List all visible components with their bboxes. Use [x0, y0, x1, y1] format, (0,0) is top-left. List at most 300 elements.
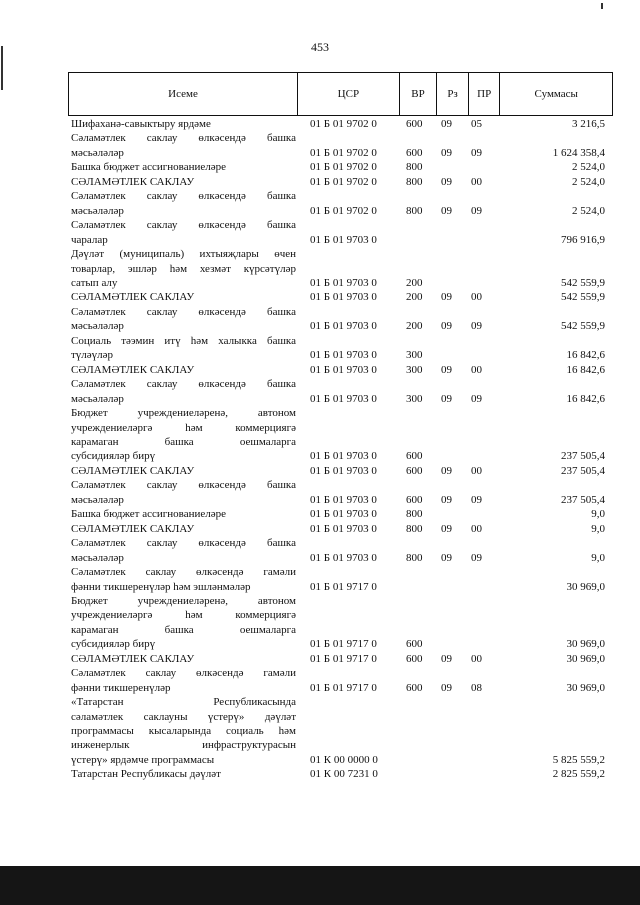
row-csr-text: 01 Б 01 9703 0: [310, 233, 377, 246]
row-name-line: мәсьәләләр: [71, 493, 124, 506]
row-rz-text: 09: [441, 652, 452, 665]
row-rz-text: 09: [441, 551, 452, 564]
row-vr-text: 600: [406, 146, 423, 159]
row-vr: [401, 189, 438, 218]
table-row: [68, 522, 613, 536]
row-name-line: Сәламәтлек саклау өлкәсендә башка: [71, 190, 296, 203]
row-rz: [438, 767, 469, 781]
row-csr: [299, 117, 401, 131]
row-name-line: фәнни тикшеренүләр һәм эшләнмәләр: [71, 580, 251, 593]
row-name-line: СӘЛАМӘТЛЕК САКЛАУ: [71, 652, 195, 665]
row-vr: [401, 160, 438, 174]
row-vr-text: 600: [406, 638, 423, 651]
row-pr: [469, 290, 500, 304]
row-vr: [401, 522, 438, 536]
row-vr-text: 600: [406, 118, 423, 130]
row-pr: [469, 363, 500, 377]
header-vr: ВР: [400, 73, 438, 115]
row-csr: [299, 507, 401, 521]
row-sum-text: 16 842,6: [566, 392, 605, 405]
row-name: [68, 695, 299, 767]
table-row: [68, 175, 613, 189]
row-rz: [438, 290, 469, 304]
row-name-line: фәнни тикшеренүләр: [71, 681, 171, 694]
table-row: [68, 406, 613, 464]
row-pr: [469, 189, 500, 218]
row-sum: [500, 247, 613, 290]
row-name: [68, 565, 299, 594]
row-sum: [500, 507, 613, 521]
budget-table: [68, 72, 613, 782]
row-vr-text: 600: [406, 450, 423, 463]
row-vr: [401, 565, 438, 594]
row-pr: [469, 536, 500, 565]
row-csr-text: 01 Б 01 9702 0: [310, 146, 377, 159]
row-name-line: товарлар, эшләр һәм хезмәт күрсәтүләр: [71, 262, 296, 275]
row-csr-text: 01 Б 01 9703 0: [310, 276, 377, 289]
row-sum-text: 1 624 358,4: [552, 146, 605, 159]
row-pr: [469, 334, 500, 363]
row-pr-text: 09: [471, 493, 482, 506]
row-rz: [438, 666, 469, 695]
table-row: [68, 767, 613, 781]
row-sum: [500, 131, 613, 160]
row-name-line: Татарстан Республикасы дәүләт: [71, 768, 221, 781]
row-sum-text: 2 524,0: [572, 161, 605, 174]
row-sum: [500, 652, 613, 666]
row-csr-text: 01 Б 01 9703 0: [310, 349, 377, 362]
row-vr: [401, 218, 438, 247]
row-name: [68, 666, 299, 695]
row-csr: [299, 131, 401, 160]
row-pr: [469, 305, 500, 334]
row-name: [68, 334, 299, 363]
row-sum: [500, 536, 613, 565]
row-pr: [469, 507, 500, 521]
row-sum: [500, 522, 613, 536]
row-name-line: Сәламәтлек саклау өлкәсендә башка: [71, 537, 296, 550]
row-rz: [438, 464, 469, 478]
row-pr: [469, 478, 500, 507]
row-vr: [401, 131, 438, 160]
row-rz-text: 09: [441, 363, 452, 376]
row-rz: [438, 565, 469, 594]
row-sum-text: 542 559,9: [561, 320, 605, 333]
row-name-line: мәсьәләләр: [71, 146, 124, 159]
row-csr-text: 01 Б 01 9703 0: [310, 450, 377, 463]
row-name: [68, 305, 299, 334]
row-vr-text: 600: [406, 493, 423, 506]
table-row: [68, 594, 613, 652]
row-csr: [299, 334, 401, 363]
table-row: [68, 536, 613, 565]
row-sum: [500, 695, 613, 767]
table-row: [68, 160, 613, 174]
row-rz: [438, 478, 469, 507]
row-name-line: инженерлык инфраструктурасын: [71, 739, 296, 752]
row-vr: [401, 464, 438, 478]
row-rz-text: 09: [441, 522, 452, 535]
scan-mark: [601, 3, 603, 9]
table-row: [68, 695, 613, 767]
row-name-line: Сәламәтлек саклау өлкәсендә башка: [71, 219, 296, 232]
row-csr: [299, 767, 401, 781]
row-pr: [469, 652, 500, 666]
row-csr-text: 01 Б 01 9703 0: [310, 522, 377, 535]
row-csr-text: 01 Б 01 9703 0: [310, 320, 377, 333]
row-vr-text: 200: [406, 320, 423, 333]
row-sum: [500, 363, 613, 377]
row-name-line: субсидияләр бирү: [71, 638, 156, 651]
row-sum: [500, 377, 613, 406]
row-pr-text: 00: [471, 291, 482, 304]
row-rz: [438, 406, 469, 464]
table-row: [68, 247, 613, 290]
row-name: [68, 652, 299, 666]
row-rz: [438, 536, 469, 565]
row-sum: [500, 767, 613, 781]
row-name-line: субсидияләр бирү: [71, 450, 156, 463]
table-row: [68, 363, 613, 377]
row-rz: [438, 117, 469, 131]
row-rz: [438, 507, 469, 521]
row-rz-text: 09: [441, 204, 452, 217]
row-name-line: Бюджет учреждениеләренә, автоном: [71, 407, 296, 420]
row-rz: [438, 695, 469, 767]
row-csr: [299, 175, 401, 189]
table-row: [68, 334, 613, 363]
row-name-line: СӘЛАМӘТЛЕК САКЛАУ: [71, 291, 195, 304]
row-sum: [500, 594, 613, 652]
row-sum: [500, 334, 613, 363]
row-sum-text: 2 524,0: [572, 204, 605, 217]
row-name-line: карамаган башка оешмаларга: [71, 623, 296, 636]
row-rz-text: 09: [441, 146, 452, 159]
row-vr: [401, 117, 438, 131]
table-body: [68, 117, 613, 782]
row-name-line: Шифаханә-савыктыру ярдәме: [71, 118, 211, 130]
row-pr-text: 09: [471, 320, 482, 333]
row-name: [68, 290, 299, 304]
row-vr-text: 600: [406, 464, 423, 477]
row-pr: [469, 247, 500, 290]
row-vr-text: 300: [406, 363, 423, 376]
row-name: [68, 406, 299, 464]
row-csr-text: 01 Б 01 9703 0: [310, 291, 377, 304]
row-pr: [469, 175, 500, 189]
row-csr: [299, 652, 401, 666]
table-row: [68, 117, 613, 131]
row-vr-text: 800: [406, 522, 423, 535]
row-csr-text: 01 Б 01 9717 0: [310, 681, 377, 694]
row-name-line: Башка бюджет ассигнованиеләре: [71, 508, 226, 521]
row-vr-text: 800: [406, 204, 423, 217]
row-name-line: Сәламәтлек саклау өлкәсендә гамәли: [71, 667, 296, 680]
row-sum-text: 237 505,4: [561, 493, 605, 506]
row-csr: [299, 290, 401, 304]
row-rz: [438, 334, 469, 363]
row-vr-text: 200: [406, 276, 423, 289]
row-sum: [500, 290, 613, 304]
row-pr: [469, 406, 500, 464]
row-rz: [438, 218, 469, 247]
row-name-line: СӘЛАМӘТЛЕК САКЛАУ: [71, 464, 195, 477]
row-csr-text: 01 К 00 7231 0: [310, 768, 378, 781]
row-rz: [438, 305, 469, 334]
table-row: [68, 478, 613, 507]
row-csr: [299, 189, 401, 218]
row-csr-text: 01 Б 01 9703 0: [310, 392, 377, 405]
row-sum-text: 16 842,6: [566, 363, 605, 376]
row-csr: [299, 536, 401, 565]
row-name-line: Сәламәтлек саклау өлкәсендә башка: [71, 378, 296, 391]
row-pr-text: 09: [471, 392, 482, 405]
row-csr-text: 01 Б 01 9703 0: [310, 493, 377, 506]
row-sum-text: 30 969,0: [566, 580, 605, 593]
row-sum-text: 542 559,9: [561, 291, 605, 304]
row-name-line: программасы кысаларында социаль һәм: [71, 725, 296, 738]
row-sum-text: 542 559,9: [561, 276, 605, 289]
row-sum-text: 30 969,0: [566, 652, 605, 665]
row-csr: [299, 478, 401, 507]
row-sum: [500, 565, 613, 594]
row-sum: [500, 160, 613, 174]
row-name-line: Бюджет учреждениеләренә, автоном: [71, 594, 296, 607]
row-sum-text: 796 916,9: [561, 233, 605, 246]
row-pr-text: 00: [471, 175, 482, 188]
row-sum-text: 16 842,6: [566, 349, 605, 362]
header-sum: Суммасы: [534, 88, 578, 100]
row-csr-text: 01 Б 01 9702 0: [310, 118, 377, 130]
table-row: [68, 290, 613, 304]
row-pr: [469, 522, 500, 536]
row-pr: [469, 131, 500, 160]
row-name-line: Дәүләт (муниципаль) ихтыяҗлары өчен: [71, 248, 296, 261]
row-name-line: түләүләр: [71, 349, 114, 362]
row-rz: [438, 363, 469, 377]
row-pr-text: 09: [471, 551, 482, 564]
row-name: [68, 189, 299, 218]
row-sum: [500, 464, 613, 478]
row-name-line: Башка бюджет ассигнованиеләре: [71, 161, 226, 174]
row-csr-text: 01 Б 01 9717 0: [310, 580, 377, 593]
row-rz: [438, 175, 469, 189]
row-sum-text: 237 505,4: [561, 464, 605, 477]
row-sum: [500, 406, 613, 464]
row-name-line: учреждениеләргә һәм коммерциягә: [71, 609, 296, 622]
row-name-line: «Татарстан Республикасында: [71, 696, 296, 709]
table-row: [68, 507, 613, 521]
row-csr-text: 01 Б 01 9703 0: [310, 551, 377, 564]
row-name: [68, 536, 299, 565]
row-sum-text: 9,0: [591, 551, 605, 564]
row-name-line: учреждениеләргә һәм коммерциягә: [71, 421, 296, 434]
row-csr-text: 01 Б 01 9703 0: [310, 464, 377, 477]
row-name-line: СӘЛАМӘТЛЕК САКЛАУ: [71, 175, 195, 188]
header-rz: Рз: [437, 73, 469, 115]
row-rz: [438, 247, 469, 290]
row-vr: [401, 334, 438, 363]
row-sum: [500, 218, 613, 247]
row-vr: [401, 695, 438, 767]
row-csr-text: 01 Б 01 9703 0: [310, 363, 377, 376]
row-pr: [469, 666, 500, 695]
row-rz: [438, 377, 469, 406]
row-rz-text: 09: [441, 681, 452, 694]
row-pr: [469, 695, 500, 767]
row-name: [68, 478, 299, 507]
row-rz: [438, 189, 469, 218]
row-name-line: мәсьәләләр: [71, 551, 124, 564]
row-csr: [299, 160, 401, 174]
row-vr-text: 600: [406, 652, 423, 665]
row-name-line: мәсьәләләр: [71, 392, 124, 405]
row-sum-text: 237 505,4: [561, 450, 605, 463]
row-rz: [438, 652, 469, 666]
row-name: [68, 377, 299, 406]
table-row: [68, 652, 613, 666]
row-csr: [299, 305, 401, 334]
row-sum-text: 2 524,0: [572, 175, 605, 188]
row-name: [68, 464, 299, 478]
row-sum: [500, 666, 613, 695]
row-name-line: сатып алу: [71, 276, 118, 289]
row-pr-text: 00: [471, 652, 482, 665]
row-name: [68, 594, 299, 652]
table-row: [68, 131, 613, 160]
row-name-line: Сәламәтлек саклау өлкәсендә башка: [71, 132, 296, 145]
row-sum: [500, 478, 613, 507]
row-vr-text: 800: [406, 551, 423, 564]
row-csr-text: 01 Б 01 9702 0: [310, 161, 377, 174]
row-rz-text: 09: [441, 493, 452, 506]
row-name-line: Сәламәтлек саклау өлкәсендә гамәли: [71, 566, 296, 579]
row-name: [68, 175, 299, 189]
row-rz-text: 09: [441, 320, 452, 333]
row-pr: [469, 117, 500, 131]
table-row: [68, 305, 613, 334]
row-rz: [438, 594, 469, 652]
row-vr-text: 300: [406, 392, 423, 405]
row-pr: [469, 160, 500, 174]
row-vr: [401, 536, 438, 565]
row-vr: [401, 363, 438, 377]
row-name: [68, 131, 299, 160]
row-vr: [401, 666, 438, 695]
row-name: [68, 218, 299, 247]
row-csr: [299, 695, 401, 767]
row-name: [68, 247, 299, 290]
row-pr-text: 05: [471, 118, 482, 130]
row-vr: [401, 594, 438, 652]
row-pr: [469, 594, 500, 652]
row-pr: [469, 377, 500, 406]
row-csr-text: 01 Б 01 9702 0: [310, 175, 377, 188]
row-vr: [401, 377, 438, 406]
row-name-line: сәламәтлек саклауны үстерү» дәүләт: [71, 710, 296, 723]
table-row: [68, 218, 613, 247]
row-sum: [500, 117, 613, 131]
row-vr-text: 800: [406, 161, 423, 174]
row-sum: [500, 189, 613, 218]
row-sum-text: 5 825 559,2: [552, 753, 605, 766]
row-vr-text: 800: [406, 175, 423, 188]
row-csr: [299, 522, 401, 536]
row-rz-text: 09: [441, 175, 452, 188]
row-name: [68, 117, 299, 131]
row-pr-text: 00: [471, 363, 482, 376]
scan-bottom-edge: [0, 866, 640, 905]
table-header: [68, 72, 613, 116]
row-csr: [299, 594, 401, 652]
row-csr-text: 01 Б 01 9702 0: [310, 204, 377, 217]
row-csr: [299, 363, 401, 377]
row-sum-text: 2 825 559,2: [552, 768, 605, 781]
row-rz: [438, 131, 469, 160]
row-sum-text: 9,0: [591, 522, 605, 535]
row-vr-text: 300: [406, 349, 423, 362]
row-pr-text: 00: [471, 522, 482, 535]
row-vr: [401, 305, 438, 334]
row-name-line: Сәламәтлек саклау өлкәсендә башка: [71, 305, 296, 318]
row-csr: [299, 377, 401, 406]
row-name: [68, 767, 299, 781]
row-vr-text: 800: [406, 508, 423, 521]
row-sum-text: 9,0: [591, 508, 605, 521]
row-csr: [299, 565, 401, 594]
row-vr: [401, 406, 438, 464]
row-vr: [401, 652, 438, 666]
row-rz-text: 09: [441, 392, 452, 405]
row-vr: [401, 478, 438, 507]
row-name-line: мәсьәләләр: [71, 204, 124, 217]
row-name-line: чаралар: [71, 233, 108, 246]
row-csr: [299, 464, 401, 478]
row-csr-text: 01 К 00 0000 0: [310, 753, 378, 766]
header-pr: ПР: [469, 73, 501, 115]
row-vr-text: 200: [406, 291, 423, 304]
row-name: [68, 522, 299, 536]
row-pr-text: 09: [471, 204, 482, 217]
row-vr: [401, 507, 438, 521]
row-csr: [299, 247, 401, 290]
row-csr-text: 01 Б 01 9703 0: [310, 508, 377, 521]
row-csr: [299, 218, 401, 247]
row-sum: [500, 305, 613, 334]
row-pr-text: 09: [471, 146, 482, 159]
row-name-line: карамаган башка оешмаларга: [71, 435, 296, 448]
row-name: [68, 363, 299, 377]
row-sum-text: 30 969,0: [566, 638, 605, 651]
row-vr: [401, 290, 438, 304]
row-vr: [401, 247, 438, 290]
row-csr-text: 01 Б 01 9717 0: [310, 652, 377, 665]
table-row: [68, 464, 613, 478]
row-rz-text: 09: [441, 291, 452, 304]
row-rz-text: 09: [441, 118, 452, 130]
header-name: Исеме: [69, 73, 298, 115]
row-csr-text: 01 Б 01 9717 0: [310, 638, 377, 651]
row-rz: [438, 160, 469, 174]
row-csr: [299, 406, 401, 464]
row-name-line: мәсьәләләр: [71, 320, 124, 333]
row-pr: [469, 565, 500, 594]
row-pr-text: 00: [471, 464, 482, 477]
row-vr: [401, 767, 438, 781]
table-row: [68, 565, 613, 594]
row-pr-text: 08: [471, 681, 482, 694]
row-pr: [469, 767, 500, 781]
